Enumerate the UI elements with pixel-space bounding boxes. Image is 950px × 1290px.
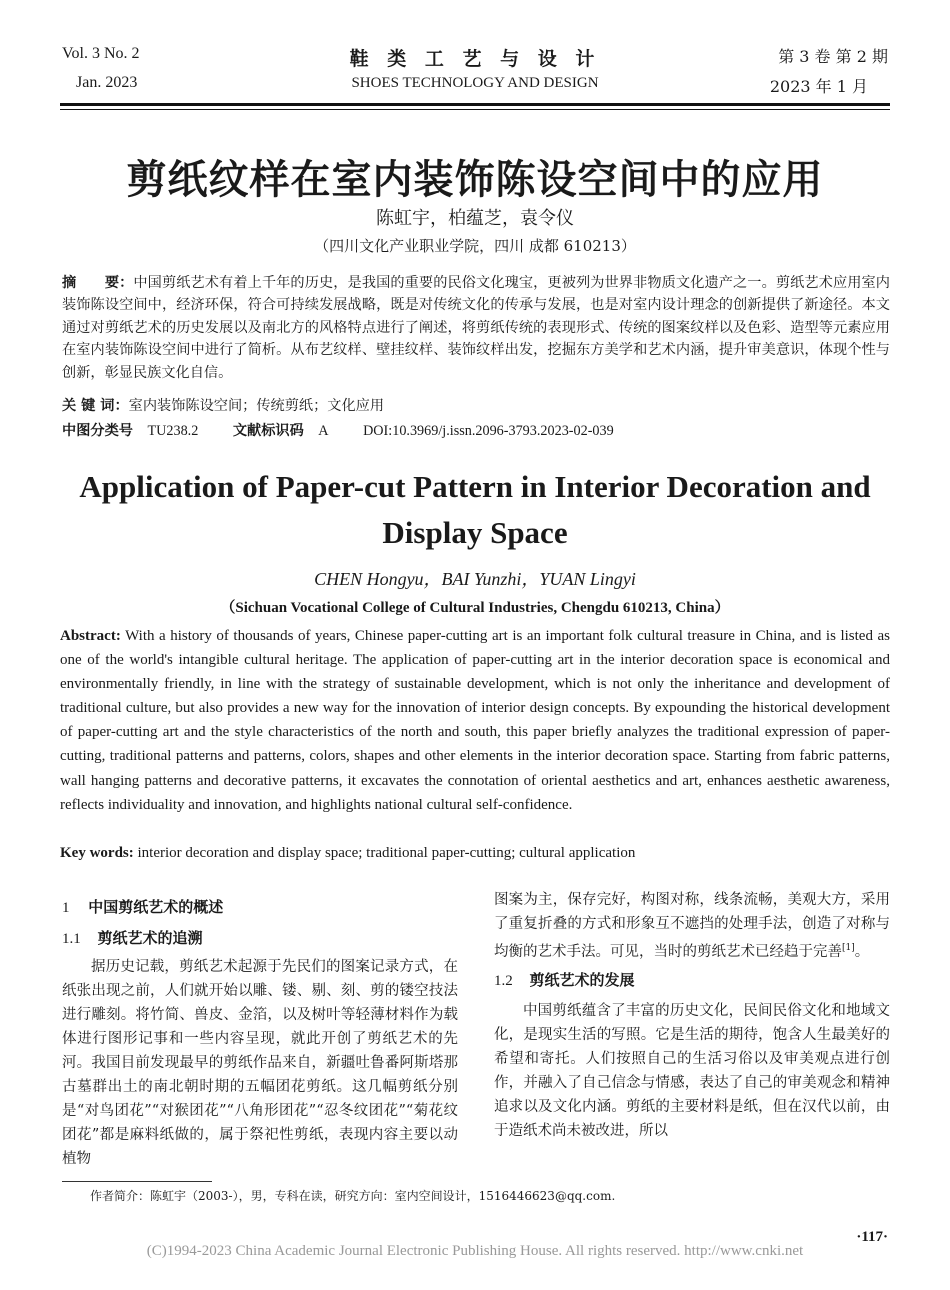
abstract-en-label: Abstract: <box>60 628 121 644</box>
doc-code-value: A <box>318 423 329 439</box>
citation-1: [1] <box>842 943 855 953</box>
volume-en: Vol. 3 No. 2 <box>62 45 140 62</box>
section-1-2-title: 剪纸艺术的发展 <box>529 970 635 989</box>
affiliation-cn: （四川文化产业职业学院，四川 成都 610213） <box>314 237 636 255</box>
affiliation-en: （Sichuan Vocational College of Cultural Industries, Chengdu 610213, China） <box>220 600 730 616</box>
section-1-title: 中国剪纸艺术的概述 <box>88 898 224 916</box>
doc-code-label: 文献标识码 <box>232 423 304 439</box>
paragraph-1-end: 。 <box>854 943 870 960</box>
header-rule-thick <box>60 103 890 106</box>
section-1-1-number: 1.1 <box>62 931 81 947</box>
keywords-cn-label: 关 键 词： <box>62 398 129 414</box>
page-number: ·117· <box>856 1229 888 1245</box>
section-1-2-number: 1.2 <box>494 972 513 989</box>
authors-en: CHEN Hongyu，BAI Yunzhi，YUAN Lingyi <box>314 569 636 589</box>
paper-title-en-line1: Application of Paper-cut Pattern in Interior Decoration and <box>79 469 871 504</box>
paper-title-en-line2: Display Space <box>382 515 568 550</box>
section-1-1-heading <box>62 926 458 951</box>
header-rule-thin <box>60 109 890 110</box>
volume-cn: 第 3 卷 第 2 期 <box>778 47 888 66</box>
body-left-column <box>62 895 458 1171</box>
section-1-heading <box>62 895 458 920</box>
cnki-copyright: (C)1994-2023 China Academic Journal Electronic Publishing House. All rights reserved. http://www.cnki.net <box>146 1243 804 1259</box>
keywords-en-label: Key words: <box>60 845 134 861</box>
doi: DOI:10.3969/j.issn.2096-3793.2023-02-039 <box>363 423 614 439</box>
paragraph-1: 据历史记载，剪纸艺术起源于先民们的图案记录方式，在纸张出现之前，人们就开始以雕、镂、剔、刻、剪的镂空技法进行雕刻。将竹简、兽皮、金箔，以及树叶等轻薄材料作为载体进行图形记事和一些内容呈现，就此开创了剪纸艺术的先河。我国目前发现最早的剪纸作品来自，新疆吐鲁番阿斯塔那古墓群出土的南北朝时期的五幅团花剪纸。这几幅剪纸分别是“对鸟团花”“对猴团花”“八角形团花”“忍冬纹团花”“菊花纹团花”都是麻料纸做的，属于祭祀性剪纸，表现内容主要以动植物 <box>62 959 458 1167</box>
abstract-en-text: With a history of thousands of years, Chinese paper-cutting art is an important folk cultural treasure in China, and is listed as one of the world's intangible cultural heritage. The application of paper-cutting art in the interior decoration space is economical and environmentally friendly, in line with the strategy of sustainable development, which is not only the inheritance and development of traditional culture, but also provides a new way for the innovation of interior design concepts. By expounding the historical development of paper-cutting art and the style characteristics of the north and south, this paper briefly analyzes the traditional expression of paper-cutting, traditional patterns and patterns, colors, shapes and other elements in the interior decoration space. Starting from fabric patterns, wall hanging patterns and decorative patterns, it excavates the connotation of oriental aesthetics and art, enhances aesthetic awareness, reflects individuality and innovation, and highlights national cultural self-confidence. <box>60 628 890 813</box>
journal-title-en: SHOES TECHNOLOGY AND DESIGN <box>351 75 599 91</box>
author-footnote: 作者简介：陈虹宇（2003-），男，专科在读，研究方向：室内空间设计，1516446623@qq.com. <box>90 1189 616 1203</box>
clc-label: 中图分类号 <box>62 423 133 439</box>
abstract-cn <box>62 272 890 384</box>
keywords-en-text: interior decoration and display space; traditional paper-cutting; cultural application <box>133 845 636 861</box>
footnote-rule <box>62 1181 212 1182</box>
paragraph-1-continued <box>494 888 890 964</box>
keywords-cn-text: 室内装饰陈设空间；传统剪纸；文化应用 <box>128 398 385 414</box>
clc-value: TU238.2 <box>147 423 199 439</box>
keywords-en <box>60 841 890 865</box>
date-cn: 2023 年 1 月 <box>769 77 868 96</box>
abstract-cn-label: 摘 要： <box>62 275 134 291</box>
abstract-en <box>60 624 890 817</box>
journal-title-cn: 鞋 类 工 艺 与 设 计 <box>349 48 601 70</box>
paper-title-cn: 剪纸纹样在室内装饰陈设空间中的应用 <box>126 157 824 203</box>
body-right-column <box>494 888 890 1143</box>
paragraph-1-cont-text: 图案为主，保存完好，构图对称，线条流畅，美观大方，采用了重复折叠的方式和形象互不遮挡的处理手法，创造了对称与均衡的艺术手法。可见，当时的剪纸艺术已经趋于完善 <box>494 892 890 960</box>
abstract-cn-text: 中国剪纸艺术有着上千年的历史，是我国的重要的民俗文化瑰宝，更被列为世界非物质文化遗产之一。剪纸艺术应用室内装饰陈设空间中，经济环保，符合可持续发展战略，既是对传统文化的传承与发展，也是对室内设计理念的创新提供了新途径。本文通过对剪纸艺术的历史发展以及南北方的风格特点进行了阐述，将剪纸传统的表现形式、传统的图案纹样以及色彩、造型等元素应用在室内装饰陈设空间中进行了简析。从布艺纹样、壁挂纹样、装饰纹样出发，挖掘东方美学和艺术内涵，提升审美意识，体现个性与创新，彰显民族文化自信。 <box>62 275 890 381</box>
section-1-2-heading <box>494 968 890 993</box>
section-1-1-title: 剪纸艺术的追溯 <box>97 929 203 947</box>
date-en: Jan. 2023 <box>76 74 138 91</box>
authors-cn: 陈虹宇，柏蕴芝，袁令仪 <box>376 208 574 229</box>
keywords-cn <box>62 395 890 417</box>
section-1-number: 1 <box>62 900 70 916</box>
paragraph-2: 中国剪纸蕴含了丰富的历史文化，民间民俗文化和地域文化，是现实生活的写照。它是生活的期待，饱含人生最美好的希望和寄托。人们按照自己的生活习俗以及审美观点进行创作，并融入了自己信念与情感，表达了自己的审美观念和精神追求以及文化内涵。剪纸的主要材料是纸，但在汉代以前，由于造纸术尚未被改进，所以 <box>494 1002 890 1139</box>
classification-line <box>62 420 890 442</box>
